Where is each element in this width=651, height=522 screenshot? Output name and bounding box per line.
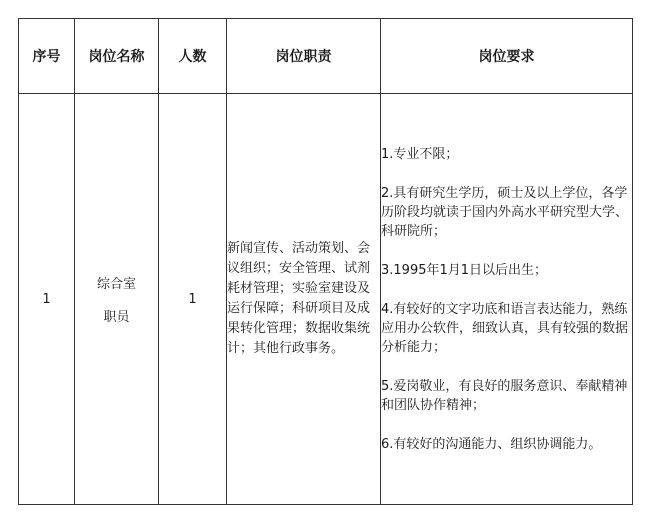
requirement-item: 2.具有研究生学历，硕士及以上学位，各学历阶段均就读于国内外高水平研究型大学、科研院所； <box>381 185 629 239</box>
header-position-name: 岗位名称 <box>75 19 159 94</box>
job-table <box>18 18 633 505</box>
position-name-line2: 职员 <box>103 310 130 325</box>
requirement-item: 1.专业不限； <box>381 146 459 162</box>
cell-duties: 新闻宣传、活动策划、会议组织；安全管理、试剂耗材管理；实验室建设及运行保障；科研项目及成果转化管理；数据收集统计；其他行政事务。 <box>227 94 381 505</box>
table-row <box>19 94 633 505</box>
requirement-item: 5.爱岗敬业，有良好的服务意识、奉献精神和团队协作精神； <box>381 378 628 413</box>
cell-seq: 1 <box>19 94 75 505</box>
requirement-item: 4.有较好的文字功底和语言表达能力，熟练应用办公软件，细致认真，具有较强的数据分析能力； <box>381 301 629 355</box>
header-headcount: 人数 <box>159 19 227 94</box>
cell-headcount: 1 <box>159 94 227 505</box>
header-seq: 序号 <box>19 19 75 94</box>
cell-requirements <box>381 94 633 505</box>
position-name-line1: 综合室 <box>96 277 136 292</box>
header-duties: 岗位职责 <box>227 19 381 94</box>
header-row <box>19 19 633 94</box>
requirement-item: 6.有较好的沟通能力、组织协调能力。 <box>381 436 602 452</box>
requirement-item: 3.1995年1月1日以后出生； <box>381 262 548 278</box>
header-requirements: 岗位要求 <box>381 19 633 94</box>
cell-position-name <box>75 94 159 505</box>
